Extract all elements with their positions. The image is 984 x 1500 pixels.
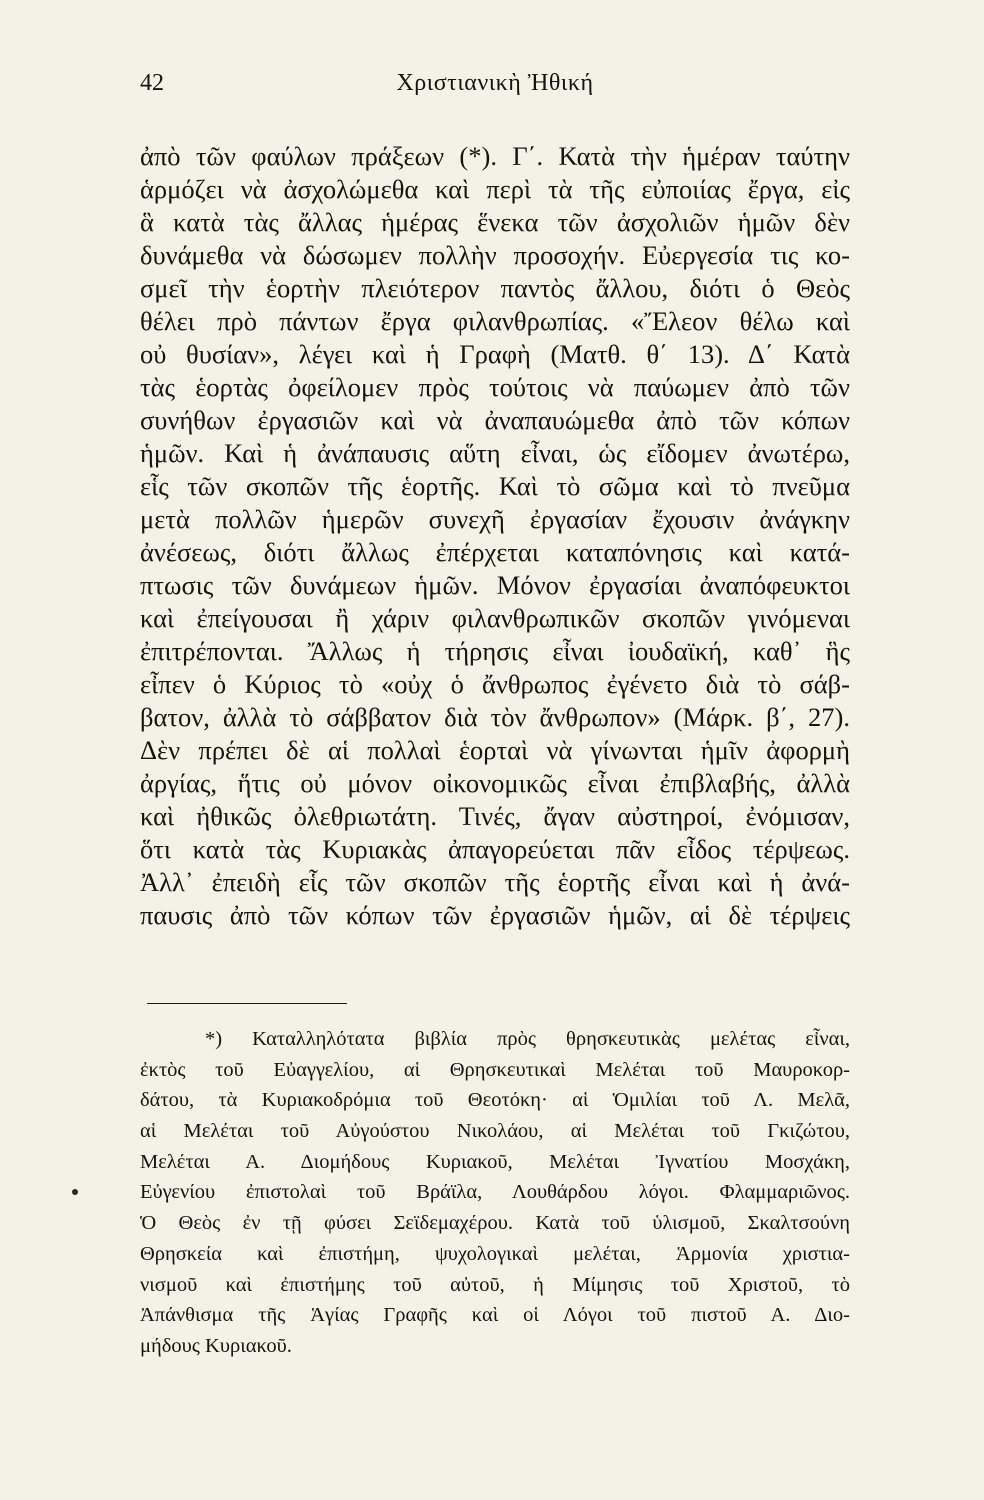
text-line: μετὰ πολλῶν ἡμερῶν συνεχῆ ἐργασίαν ἔχουσιν ἀνάγκην [140, 504, 850, 534]
text-line: συνήθων ἐργασιῶν καὶ νὰ ἀναπαυώμεθα ἀπὸ τῶν κόπων [140, 405, 850, 435]
text-line: καὶ ἐπείγουσαι ἢ χάριν φιλανθρωπικῶν σκοπῶν γινόμεναι [140, 603, 850, 633]
text-line: βατον, ἀλλὰ τὸ σάββατον διὰ τὸν ἄνθρωπον» (Μάρκ. β΄, 27). [140, 702, 850, 732]
text-line: καὶ ἠθικῶς ὀλεθριωτάτη. Τινές, ἄγαν αὐστηροί, ἐνόμισαν, [140, 801, 850, 831]
text-line: πτωσις τῶν δυνάμεων ἡμῶν. Μόνον ἐργασίαι ἀναπόφευκτοι [140, 570, 850, 600]
footnote-line: δάτου, τὰ Κυριακοδρόμια τοῦ Θεοτόκη· αἱ Ὁμιλίαι τοῦ Λ. Μελᾶ, [140, 1089, 850, 1112]
text-line: παυσις ἀπὸ τῶν κόπων τῶν ἐργασιῶν ἡμῶν, αἱ δὲ τέρψεις [140, 900, 850, 930]
footnote-line: Ὁ Θεὸς ἐν τῇ φύσει Σεϊδεμαχέρου. Κατὰ τοῦ ὑλισμοῦ, Σκαλτσούνη [140, 1212, 850, 1235]
text-line: σμεῖ τὴν ἑορτὴν πλειότερον παντὸς ἄλλου, διότι ὁ Θεὸς [140, 273, 850, 303]
footnote-line: Ἀπάνθισμα τῆς Ἁγίας Γραφῆς καὶ οἱ Λόγοι τοῦ πιστοῦ Α. Διο- [140, 1304, 850, 1327]
text-line: οὐ θυσίαν», λέγει καὶ ἡ Γραφὴ (Ματθ. θ΄ 13). Δ΄ Κατὰ [140, 339, 850, 369]
footnote-line: αἱ Μελέται τοῦ Αὐγούστου Νικολάου, αἱ Μελέται τοῦ Γκιζώτου, [140, 1120, 850, 1143]
running-title: Χριστιανικὴ Ἠθική [396, 70, 594, 96]
text-line: ἐπιτρέπονται. Ἄλλως ἡ τήρησις εἶναι ἰουδαϊκή, καθ᾽ ἣς [140, 636, 850, 666]
text-line: Δὲν πρέπει δὲ αἱ πολλαὶ ἑορταὶ νὰ γίνωνται ἡμῖν ἀφορμὴ [140, 735, 850, 765]
footnote-line: Μελέται Α. Διομήδους Κυριακοῦ, Μελέται Ἰγνατίου Μοσχάκη, [140, 1150, 850, 1173]
text-line: τὰς ἑορτὰς ὀφείλομεν πρὸς τούτοις νὰ παύωμεν ἀπὸ τῶν [140, 372, 850, 402]
footnote-divider [147, 1003, 347, 1004]
page-number: 42 [140, 70, 164, 96]
text-line: ἁρμόζει νὰ ἀσχολώμεθα καὶ περὶ τὰ τῆς εὐποιίας ἔργα, εἰς [140, 174, 850, 204]
footnotes [140, 1024, 850, 1362]
page-header [140, 66, 850, 106]
main-text [140, 140, 850, 932]
footnote-line: ἐκτὸς τοῦ Εὐαγγελίου, αἱ Θρησκευτικαὶ Μελέται τοῦ Μαυροκορ- [140, 1058, 850, 1081]
text-line: ἡμῶν. Καὶ ἡ ἀνάπαυσις αὕτη εἶναι, ὡς εἴδομεν ἀνωτέρω, [140, 438, 850, 468]
text-line: Ἀλλ᾽ ἐπειδὴ εἷς τῶν σκοπῶν τῆς ἑορτῆς εἶναι καὶ ἡ ἀνά- [140, 867, 850, 897]
text-line: εἶπεν ὁ Κύριος τὸ «οὐχ ὁ ἄνθρωπος ἐγένετο διὰ τὸ σάβ- [140, 669, 850, 699]
footnote-line: *) Καταλληλότατα βιβλία πρὸς θρησκευτικὰς μελέτας εἶναι, [205, 1028, 850, 1050]
text-line: εἷς τῶν σκοπῶν τῆς ἑορτῆς. Καὶ τὸ σῶμα καὶ τὸ πνεῦμα [140, 471, 850, 501]
text-line: ἀπὸ τῶν φαύλων πράξεων (*). Γ΄. Κατὰ τὴν ἡμέραν ταύτην [140, 141, 850, 171]
text-line: ἀνέσεως, διότι ἄλλως ἐπέρχεται καταπόνησις καὶ κατά- [140, 537, 850, 567]
text-line: ὅτι κατὰ τὰς Κυριακὰς ἀπαγορεύεται πᾶν εἶδος τέρψεως. [140, 834, 850, 864]
footnote-line: μήδους Κυριακοῦ. [140, 1334, 292, 1357]
footnote-line: Θρησκεία καὶ ἐπιστήμη, ψυχολογικαὶ μελέται, Ἁρμονία χριστια- [140, 1242, 850, 1265]
footnote-line: νισμοῦ καὶ ἐπιστήμης τοῦ αὐτοῦ, ἡ Μίμησις τοῦ Χριστοῦ, τὸ [140, 1273, 850, 1296]
text-line: θέλει πρὸ πάντων ἔργα φιλανθρωπίας. «Ἔλεον θέλω καὶ [140, 306, 850, 336]
text-line: δυνάμεθα νὰ δώσωμεν πολλὴν προσοχήν. Εὐεργεσία τις κο- [140, 240, 850, 270]
footnote-line: Εὐγενίου ἐπιστολαὶ τοῦ Βράϊλα, Λουθάρδου λόγοι. Φλαμμαριῶνος. [140, 1181, 850, 1204]
margin-ink-spot [72, 1189, 78, 1195]
text-line: ἀργίας, ἥτις οὐ μόνον οἰκονομικῶς εἶναι ἐπιβλαβής, ἀλλὰ [140, 768, 850, 798]
text-line: ἃ κατὰ τὰς ἄλλας ἡμέρας ἕνεκα τῶν ἀσχολιῶν ἡμῶν δὲν [140, 207, 850, 237]
